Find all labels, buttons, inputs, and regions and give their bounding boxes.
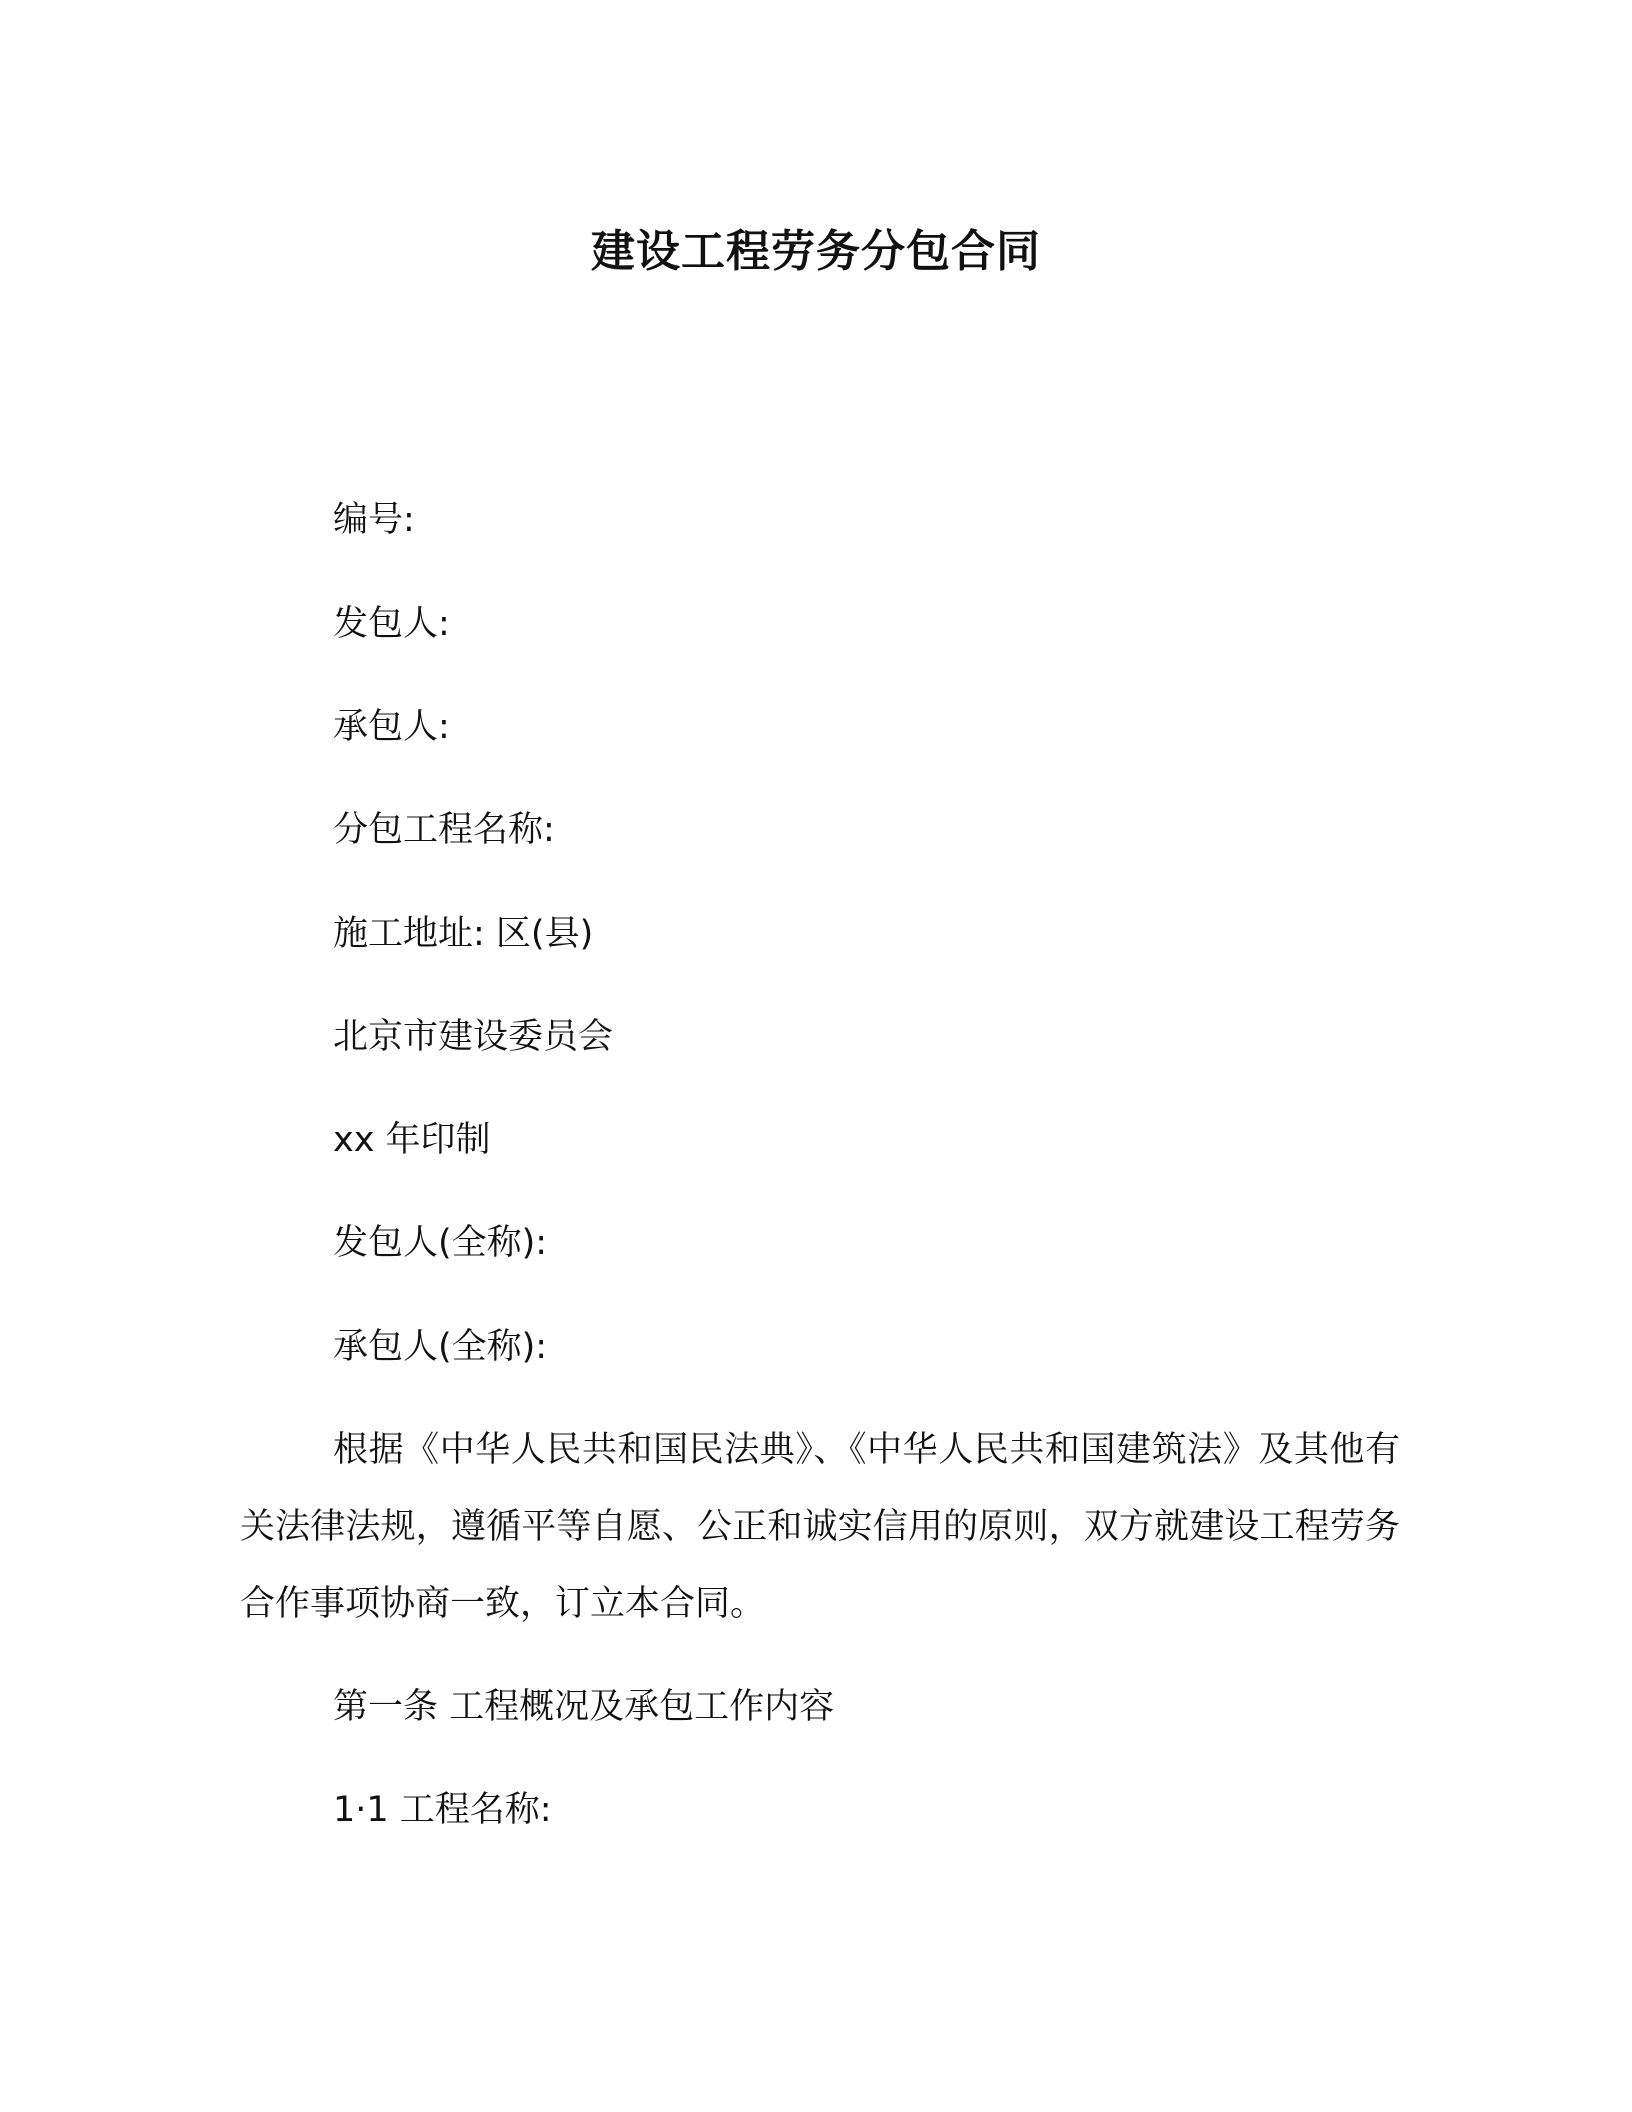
field-employer-full-name: 发包人(全称): [333,1223,548,1263]
field-contractor-full-name: 承包人(全称): [333,1327,548,1367]
clause-1-1: 1·1 工程名称: [333,1790,552,1830]
field-employer: 发包人: [333,604,450,644]
field-contractor: 承包人: [333,707,450,747]
field-subcontract-project-name: 分包工程名称: [333,810,555,850]
article-1-heading: 第一条 工程概况及承包工作内容 [333,1687,835,1727]
field-print-year: xx 年印制 [333,1120,491,1160]
field-issuer: 北京市建设委员会 [333,1017,614,1057]
field-construction-address: 施工地址: 区(县) [333,914,594,954]
document-title: 建设工程劳务分包合同 [591,226,1041,277]
preamble-paragraph: 根据《中华人民共和国民法典》、《中华人民共和国建筑法》及其他有关法律法规，遵循平等自愿、公正和诚实信用的原则，双方就建设工程劳务合作事项协商一致，订立本合同。 [240,1430,1400,1624]
field-contract-number: 编号: [333,500,415,540]
